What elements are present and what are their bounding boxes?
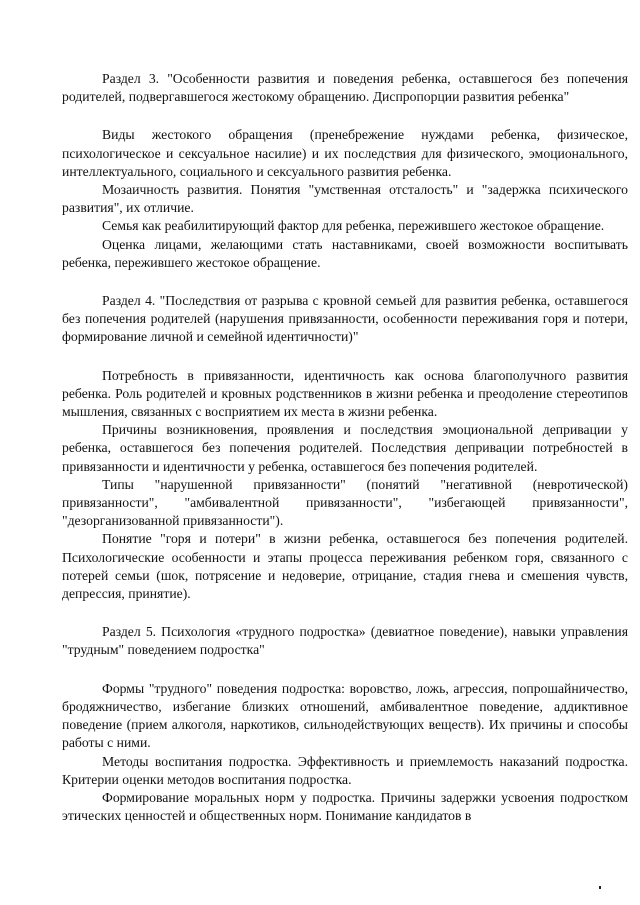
section-4-paragraph: Потребность в привязанности, идентичность как основа благополучного развития ребенка. Роль родителей и кровных родственников в жизни ребенка и преодоление стереотипов мышления, связанных с восприятием их места в жизни ребенка.	[62, 367, 628, 420]
section-4-paragraph: Причины возникновения, проявления и последствия эмоциональной депривации у ребенка, оставшегося без попечения родителей. Последствия депривации потребностей в привязанности и идентичности у ребенка, оставшегося без попечения родителей.	[62, 422, 628, 474]
document-page	[62, 70, 628, 825]
section-3-heading: Раздел 3. "Особенности развития и поведения ребенка, оставшегося без попечения родителей, подвергавшегося жестокому обращению. Диспропорции развития ребенка"	[62, 71, 628, 105]
section-5-heading: Раздел 5. Психология «трудного подростка» (девиатное поведение), навыки управления "трудным" поведением подростка"	[62, 624, 628, 658]
section-3-paragraph: Семья как реабилитирующий фактор для ребенка, пережившего жестокое обращение.	[102, 218, 605, 234]
section-3-paragraph: Мозаичность развития. Понятия "умственная отсталость" и "задержка психического развития", их отличие.	[62, 182, 628, 216]
section-4-heading: Раздел 4. "Последствия от разрыва с кровной семьей для развития ребенка, оставшегося без попечения родителей (нарушения привязанности, особенности переживания горя и потери, формирование личной и семейной идентичности)"	[62, 293, 628, 345]
section-5-paragraph: Формирование моральных норм у подростка. Причины задержки усвоения подростком этических ценностей и общественных норм. Понимание кандидатов в	[62, 789, 628, 824]
section-3-paragraph: Оценка лицами, желающими стать наставниками, своей возможности воспитывать ребенка, пережившего жестокое обращение.	[62, 236, 628, 270]
section-4-paragraph: Понятие "горя и потери" в жизни ребенка, оставшегося без попечения родителей. Психологические особенности и этапы процесса переживания ребенком горя, связанного с потерей семьи (шок, потрясение и недоверие, отрицание, стадия гнева и смешения чувств, депрессия, принятие).	[62, 531, 628, 602]
scan-mark	[599, 886, 601, 889]
section-5-paragraph: Методы воспитания подростка. Эффективность и приемлемость наказаний подростка. Критерии оценки методов воспитания подростка.	[62, 753, 628, 787]
section-5-paragraph: Формы "трудного" поведения подростка: воровство, ложь, агрессия, попрошайничество, бродяжничество, избегание близких отношений, амбивалентное поведение, аддиктивное поведение (прием алкоголя, наркотиков, сильнодействующих веществ). Их причины и способы работы с ними.	[62, 680, 628, 751]
section-4-paragraph: Типы "нарушенной привязанности" (понятий "негативной (невротической) привязанности", "амбивалентной привязанности", "избегающей привязанности", "дезорганизованной привязанности").	[62, 476, 628, 529]
section-3-paragraph: Виды жестокого обращения (пренебрежение нуждами ребенка, физическое, психологическое и сексуальное насилие) и их последствия для физического, эмоционального, интеллектуального, социального и сексуального развития ребенка.	[62, 127, 628, 179]
